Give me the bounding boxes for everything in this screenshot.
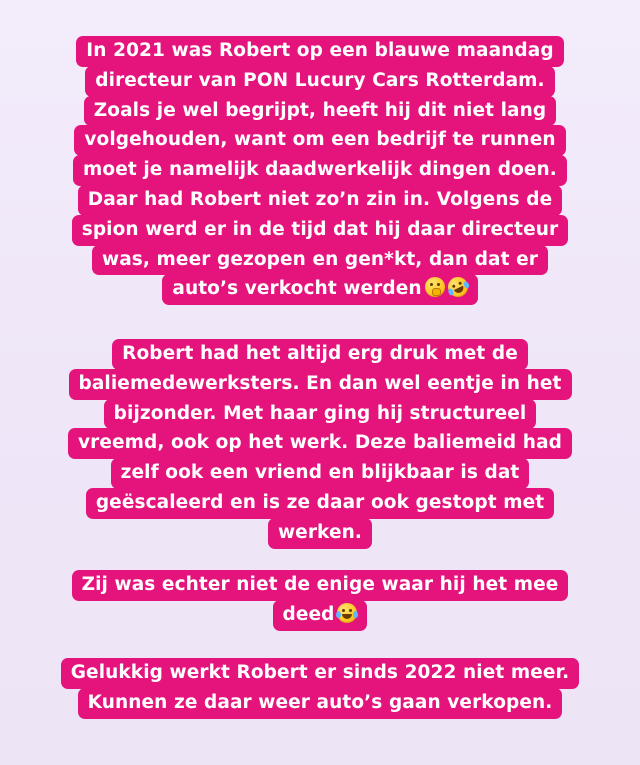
text-line: Gelukkig werkt Robert er sinds 2022 niet meer. — [61, 658, 579, 689]
tear-icon — [462, 281, 469, 289]
text-block-1 — [0, 36, 640, 305]
text-block-3 — [0, 570, 640, 631]
text-block-4 — [0, 658, 640, 719]
text-line: zelf ook een vriend en blijkbaar is dat — [111, 458, 530, 489]
tear-icon — [353, 611, 358, 618]
text-line: baliemedewerksters. En dan wel eentje in het — [69, 369, 572, 400]
face-with-tears-of-joy-emoji — [337, 603, 357, 623]
text-line: geëscaleerd en is ze daar ook gestopt met — [86, 488, 554, 519]
text-line: werken. — [268, 518, 372, 549]
face-with-hand-over-mouth-emoji — [425, 277, 445, 297]
tear-icon — [447, 288, 454, 296]
text-line: Kunnen ze daar weer auto’s gaan verkopen. — [78, 688, 563, 719]
text-line: volgehouden, want om een bedrijf te runnen — [74, 125, 565, 156]
rolling-on-floor-laughing-emoji — [444, 274, 471, 301]
text-line: bijzonder. Met haar ging hij structureel — [104, 399, 537, 430]
text-line-with-emoji — [273, 600, 368, 631]
tear-icon — [336, 611, 341, 618]
text-line: directeur van PON Lucury Cars Rotterdam. — [85, 66, 554, 97]
text-line: In 2021 was Robert op een blauwe maandag — [76, 36, 563, 67]
text-line: was, meer gezopen en gen*kt, dan dat er — [92, 245, 548, 276]
text-line: Zij was echter niet de enige waar hij het mee — [72, 570, 569, 601]
text-line-content: deed — [282, 603, 335, 625]
text-line: Daar had Robert niet zo’n zin in. Volgens de — [78, 185, 563, 216]
text-line: spion werd er in de tijd dat hij daar directeur — [72, 215, 569, 246]
text-line: Zoals je wel begrijpt, heeft hij dit niet lang — [84, 96, 556, 127]
text-line-content: auto’s verkocht werden — [172, 278, 422, 300]
text-block-2 — [0, 339, 640, 549]
text-line: vreemd, ook op het werk. Deze baliemeid had — [68, 428, 572, 459]
text-line-with-emoji — [162, 274, 477, 305]
text-line: Robert had het altijd erg druk met de — [112, 339, 528, 370]
text-line: moet je namelijk daadwerkelijk dingen doen. — [73, 155, 567, 186]
